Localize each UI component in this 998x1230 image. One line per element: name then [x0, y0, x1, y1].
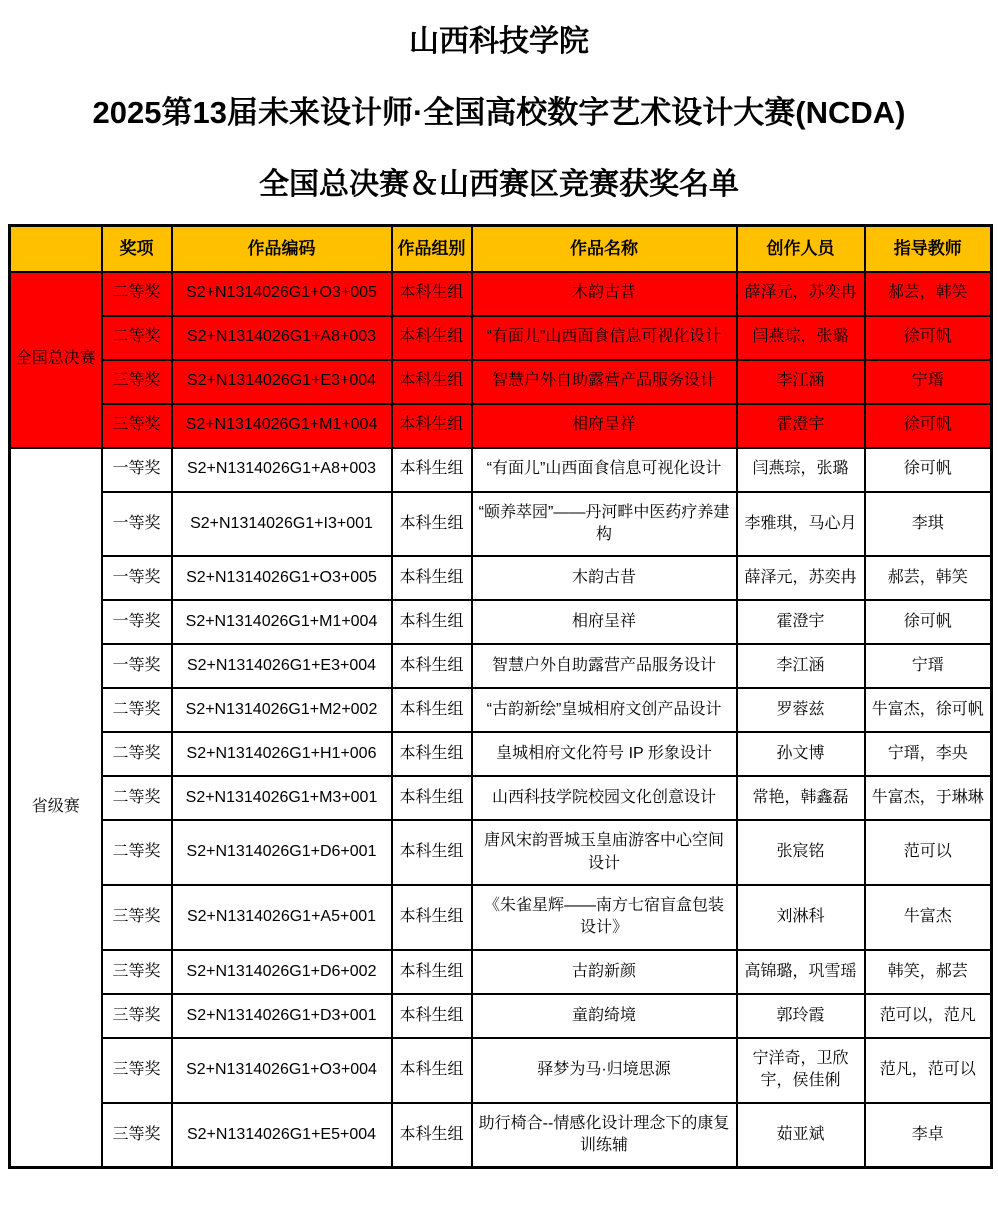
code-cell: S2+N1314026G1+A8+003 — [172, 448, 392, 492]
column-header-1: 奖项 — [102, 226, 172, 272]
creators-cell: 李江涵 — [737, 644, 865, 688]
award-cell: 二等奖 — [102, 688, 172, 732]
category-cell: 本科生组 — [392, 272, 472, 316]
column-header-4: 作品名称 — [472, 226, 737, 272]
code-cell: S2+N1314026G1+E3+004 — [172, 644, 392, 688]
creators-cell: 茹亚斌 — [737, 1103, 865, 1168]
title-block — [0, 0, 998, 203]
table-row — [10, 404, 992, 448]
category-cell: 本科生组 — [392, 1103, 472, 1168]
title-cell: 木韵古昔 — [472, 556, 737, 600]
advisors-cell: 徐可帆 — [865, 404, 992, 448]
advisors-cell: 牛富杰 — [865, 885, 992, 950]
code-cell: S2+N1314026G1+M1+004 — [172, 600, 392, 644]
title-cell: 皇城相府文化符号 IP 形象设计 — [472, 732, 737, 776]
title-cell: “有面儿”山西面食信息可视化设计 — [472, 448, 737, 492]
title-cell: 相府呈祥 — [472, 404, 737, 448]
award-cell: 一等奖 — [102, 644, 172, 688]
creators-cell: 张宸铭 — [737, 820, 865, 885]
code-cell: S2+N1314026G1+O3+005 — [172, 556, 392, 600]
table-row — [10, 360, 992, 404]
table-row — [10, 994, 992, 1038]
column-header-0 — [10, 226, 102, 272]
table-row — [10, 1038, 992, 1103]
code-cell: S2+N1314026G1+M2+002 — [172, 688, 392, 732]
title-cell: 相府呈祥 — [472, 600, 737, 644]
creators-cell: 霍澄宇 — [737, 600, 865, 644]
award-cell: 二等奖 — [102, 732, 172, 776]
creators-cell: 孙文博 — [737, 732, 865, 776]
category-cell: 本科生组 — [392, 1038, 472, 1103]
creators-cell: 霍澄宇 — [737, 404, 865, 448]
advisors-cell: 郝芸，韩笑 — [865, 272, 992, 316]
category-cell: 本科生组 — [392, 820, 472, 885]
title-cell: 助行椅合--情感化设计理念下的康复训练辅 — [472, 1103, 737, 1168]
title-cell: 山西科技学院校园文化创意设计 — [472, 776, 737, 820]
award-cell: 二等奖 — [102, 316, 172, 360]
table-row — [10, 820, 992, 885]
code-cell: S2+N1314026G1+I3+001 — [172, 492, 392, 557]
title-cell: 唐风宋韵晋城玉皇庙游客中心空间设计 — [472, 820, 737, 885]
award-cell: 三等奖 — [102, 950, 172, 994]
title-cell: “有面儿”山西面食信息可视化设计 — [472, 316, 737, 360]
creators-cell: 李雅琪，马心月 — [737, 492, 865, 557]
award-cell: 二等奖 — [102, 272, 172, 316]
category-cell: 本科生组 — [392, 994, 472, 1038]
category-cell: 本科生组 — [392, 492, 472, 557]
table-row — [10, 950, 992, 994]
advisors-cell: 宁瑨 — [865, 644, 992, 688]
advisors-cell: 李卓 — [865, 1103, 992, 1168]
code-cell: S2+N1314026G1+M1+004 — [172, 404, 392, 448]
code-cell: S2+N1314026G1+D6+002 — [172, 950, 392, 994]
code-cell: S2+N1314026G1+D3+001 — [172, 994, 392, 1038]
award-cell: 三等奖 — [102, 404, 172, 448]
award-cell: 一等奖 — [102, 448, 172, 492]
group-cell: 省级赛 — [10, 448, 102, 1168]
creators-cell: 薛泽元，苏奕冉 — [737, 272, 865, 316]
table-row — [10, 600, 992, 644]
award-cell: 三等奖 — [102, 885, 172, 950]
award-cell: 一等奖 — [102, 556, 172, 600]
creators-cell: 常艳，韩鑫磊 — [737, 776, 865, 820]
awards-table — [8, 224, 993, 1169]
column-header-3: 作品组别 — [392, 226, 472, 272]
advisors-cell: 郝芸，韩笑 — [865, 556, 992, 600]
table-row — [10, 556, 992, 600]
title-cell: 智慧户外自助露营产品服务设计 — [472, 644, 737, 688]
code-cell: S2+N1314026G1+O3+005 — [172, 272, 392, 316]
award-cell: 一等奖 — [102, 600, 172, 644]
category-cell: 本科生组 — [392, 885, 472, 950]
advisors-cell: 牛富杰，徐可帆 — [865, 688, 992, 732]
advisors-cell: 牛富杰，于琳琳 — [865, 776, 992, 820]
advisors-cell: 徐可帆 — [865, 316, 992, 360]
advisors-cell: 范可以 — [865, 820, 992, 885]
award-cell: 三等奖 — [102, 360, 172, 404]
advisors-cell: 宁瑨，李央 — [865, 732, 992, 776]
creators-cell: 郭玲霞 — [737, 994, 865, 1038]
category-cell: 本科生组 — [392, 732, 472, 776]
title-cell: 驿梦为马·归境思源 — [472, 1038, 737, 1103]
code-cell: S2+N1314026G1+A8+003 — [172, 316, 392, 360]
table-row — [10, 732, 992, 776]
category-cell: 本科生组 — [392, 600, 472, 644]
category-cell: 本科生组 — [392, 448, 472, 492]
table-row — [10, 272, 992, 316]
title-cell: “颐养萃园”——丹河畔中医药疗养建构 — [472, 492, 737, 557]
category-cell: 本科生组 — [392, 316, 472, 360]
table-header — [10, 226, 992, 272]
creators-cell: 高锦璐，巩雪瑶 — [737, 950, 865, 994]
header-row — [10, 226, 992, 272]
list-title: 全国总决赛＆山西赛区竞赛获奖名单 — [259, 168, 739, 201]
group-cell: 全国总决赛 — [10, 272, 102, 448]
title-cell: 智慧户外自助露营产品服务设计 — [472, 360, 737, 404]
table-row — [10, 776, 992, 820]
column-header-2: 作品编码 — [172, 226, 392, 272]
category-cell: 本科生组 — [392, 556, 472, 600]
creators-cell: 闫燕琮，张璐 — [737, 448, 865, 492]
advisors-cell: 韩笑，郝芸 — [865, 950, 992, 994]
creators-cell: 李江涵 — [737, 360, 865, 404]
table-row — [10, 688, 992, 732]
creators-cell: 薛泽元，苏奕冉 — [737, 556, 865, 600]
table-row — [10, 448, 992, 492]
table-row — [10, 885, 992, 950]
advisors-cell: 徐可帆 — [865, 600, 992, 644]
category-cell: 本科生组 — [392, 404, 472, 448]
code-cell: S2+N1314026G1+O3+004 — [172, 1038, 392, 1103]
title-cell: 古韵新颜 — [472, 950, 737, 994]
creators-cell: 罗蓉兹 — [737, 688, 865, 732]
code-cell: S2+N1314026G1+E5+004 — [172, 1103, 392, 1168]
table-row — [10, 644, 992, 688]
title-cell: 童韵绮境 — [472, 994, 737, 1038]
code-cell: S2+N1314026G1+M3+001 — [172, 776, 392, 820]
award-cell: 二等奖 — [102, 820, 172, 885]
advisors-cell: 范凡，范可以 — [865, 1038, 992, 1103]
category-cell: 本科生组 — [392, 688, 472, 732]
creators-cell: 闫燕琮，张璐 — [737, 316, 865, 360]
category-cell: 本科生组 — [392, 950, 472, 994]
competition-title: 2025第13届未来设计师·全国高校数字艺术设计大赛(NCDA) — [92, 95, 906, 130]
award-cell: 一等奖 — [102, 492, 172, 557]
code-cell: S2+N1314026G1+A5+001 — [172, 885, 392, 950]
table-row — [10, 492, 992, 557]
code-cell: S2+N1314026G1+E3+004 — [172, 360, 392, 404]
advisors-cell: 范可以，范凡 — [865, 994, 992, 1038]
creators-cell: 刘淋科 — [737, 885, 865, 950]
award-cell: 三等奖 — [102, 1038, 172, 1103]
column-header-5: 创作人员 — [737, 226, 865, 272]
award-cell: 三等奖 — [102, 994, 172, 1038]
code-cell: S2+N1314026G1+D6+001 — [172, 820, 392, 885]
school-title: 山西科技学院 — [409, 25, 589, 58]
code-cell: S2+N1314026G1+H1+006 — [172, 732, 392, 776]
table-row — [10, 316, 992, 360]
table-row — [10, 1103, 992, 1168]
column-header-6: 指导教师 — [865, 226, 992, 272]
category-cell: 本科生组 — [392, 644, 472, 688]
title-cell: “古韵新绘”皇城相府文创产品设计 — [472, 688, 737, 732]
advisors-cell: 徐可帆 — [865, 448, 992, 492]
category-cell: 本科生组 — [392, 776, 472, 820]
title-cell: 《朱雀星辉——南方七宿盲盒包装设计》 — [472, 885, 737, 950]
advisors-cell: 宁瑨 — [865, 360, 992, 404]
creators-cell: 宁洋奇，卫欣宇，侯佳俐 — [737, 1038, 865, 1103]
advisors-cell: 李琪 — [865, 492, 992, 557]
category-cell: 本科生组 — [392, 360, 472, 404]
award-cell: 三等奖 — [102, 1103, 172, 1168]
title-cell: 木韵古昔 — [472, 272, 737, 316]
table-body — [10, 272, 992, 1168]
award-cell: 二等奖 — [102, 776, 172, 820]
